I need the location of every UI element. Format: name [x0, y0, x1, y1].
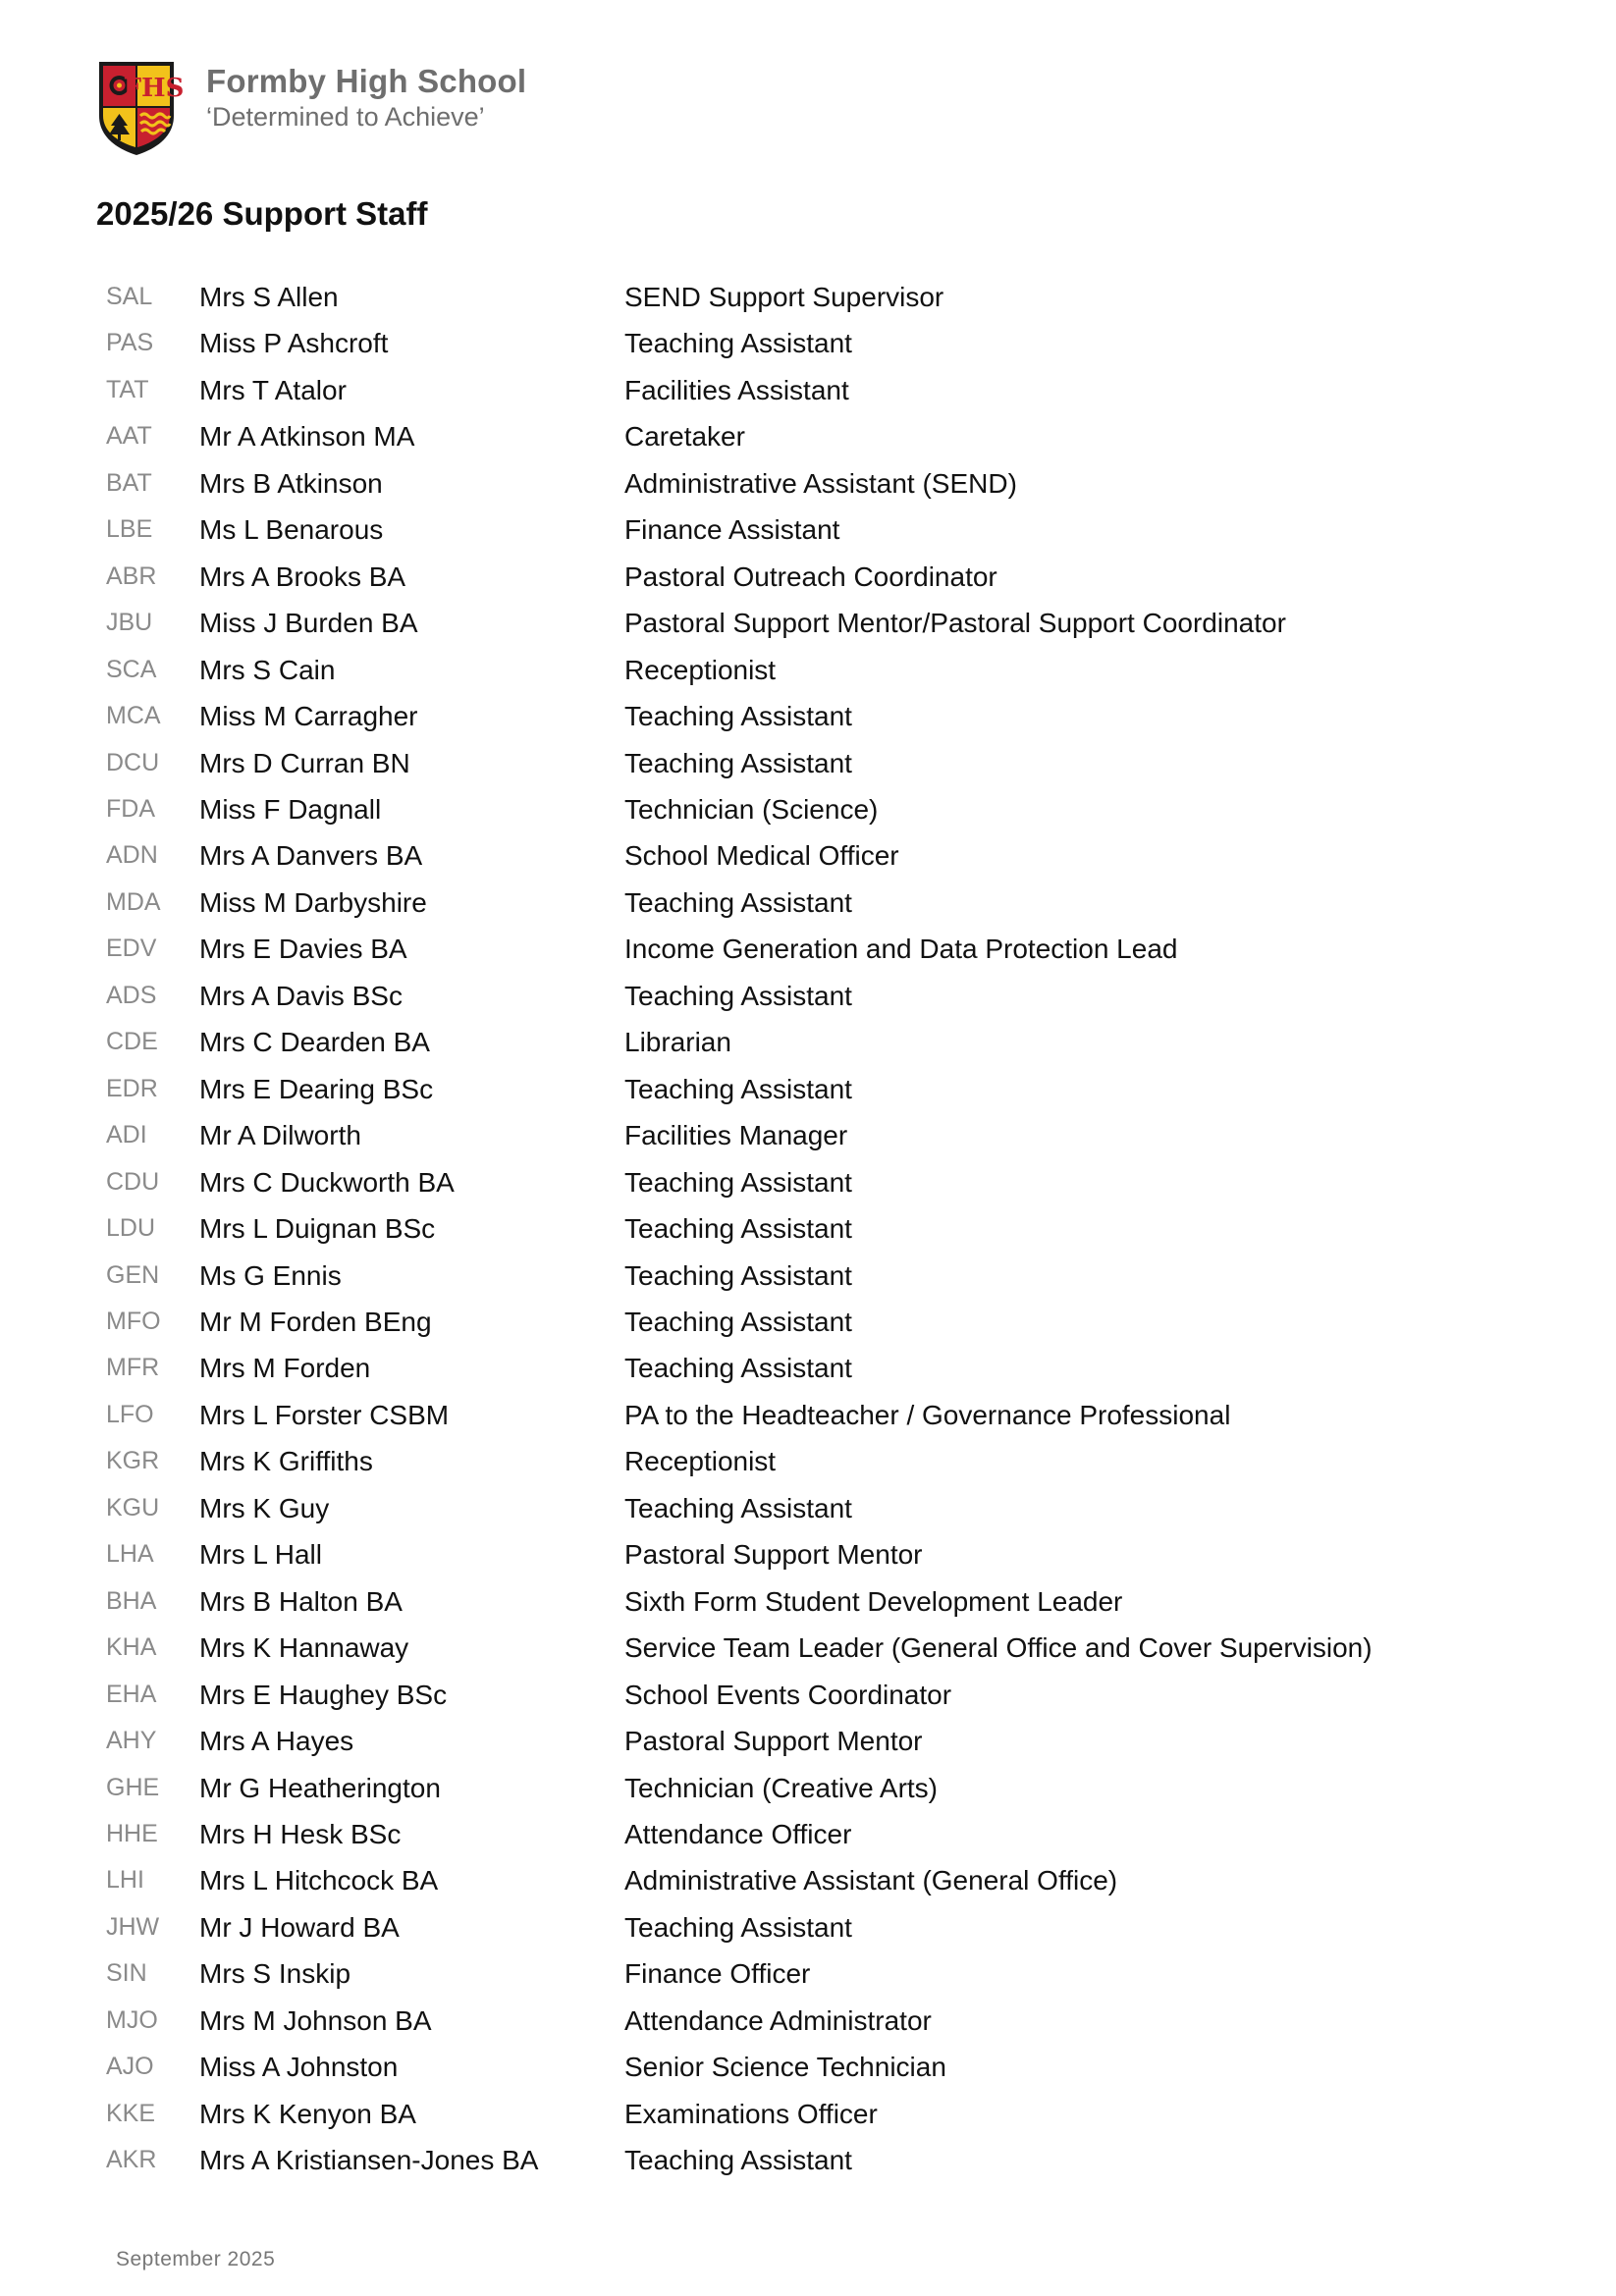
staff-role: Librarian — [624, 1027, 731, 1058]
document-header — [96, 59, 526, 157]
staff-name: Mrs B Halton BA — [199, 1585, 403, 1617]
staff-row — [0, 460, 1616, 507]
staff-row — [0, 926, 1616, 972]
staff-role: Teaching Assistant — [624, 1213, 852, 1245]
staff-code: TAT — [106, 375, 149, 403]
staff-list — [0, 274, 1616, 2184]
staff-role: Administrative Assistant (General Office) — [624, 1865, 1118, 1896]
staff-role: Technician (Science) — [624, 793, 879, 825]
staff-code: MDA — [106, 887, 161, 916]
staff-role: Teaching Assistant — [624, 980, 852, 1011]
staff-code: GEN — [106, 1260, 160, 1289]
staff-row — [0, 1904, 1616, 1950]
staff-row — [0, 413, 1616, 459]
staff-code: MFO — [106, 1307, 161, 1335]
staff-role: Attendance Officer — [624, 1818, 852, 1849]
staff-code: JHW — [106, 1912, 160, 1941]
school-motto: ‘Determined to Achieve’ — [206, 102, 485, 132]
staff-row — [0, 1718, 1616, 1764]
staff-name: Mr A Atkinson MA — [199, 421, 415, 453]
staff-row — [0, 1625, 1616, 1671]
staff-code: CDE — [106, 1028, 158, 1056]
staff-name: Miss J Burden BA — [199, 608, 418, 639]
staff-role: Sixth Form Student Development Leader — [624, 1585, 1123, 1617]
staff-role: Teaching Assistant — [624, 701, 852, 732]
document-footer-date: September 2025 — [116, 2248, 276, 2270]
staff-role: Examinations Officer — [624, 2098, 878, 2129]
staff-code: SAL — [106, 283, 153, 310]
staff-name: Miss M Darbyshire — [199, 886, 427, 918]
staff-name: Mrs L Hall — [199, 1539, 322, 1571]
staff-code: BHA — [106, 1586, 157, 1615]
staff-name: Ms G Ennis — [199, 1259, 342, 1291]
staff-code: AJO — [106, 2053, 154, 2081]
staff-row — [0, 693, 1616, 739]
staff-name: Mr G Heatherington — [199, 1772, 441, 1803]
staff-role: Facilities Assistant — [624, 374, 849, 405]
staff-row — [0, 1345, 1616, 1391]
staff-code: LFO — [106, 1400, 154, 1428]
staff-code: MCA — [106, 702, 161, 730]
staff-role: Teaching Assistant — [624, 1073, 852, 1104]
staff-row — [0, 1299, 1616, 1345]
staff-role: Pastoral Support Mentor/Pastoral Support Coordinator — [624, 608, 1286, 639]
staff-code: AAT — [106, 422, 152, 451]
staff-name: Mrs S Allen — [199, 282, 339, 312]
staff-row — [0, 554, 1616, 600]
staff-role: Finance Assistant — [624, 514, 840, 546]
staff-name: Mrs L Duignan BSc — [199, 1213, 436, 1245]
staff-role: Service Team Leader (General Office and Cover Supervision) — [624, 1632, 1373, 1664]
staff-name: Mrs M Forden — [199, 1353, 371, 1384]
staff-role: PA to the Headteacher / Governance Professional — [624, 1399, 1231, 1430]
staff-code: EDR — [106, 1074, 158, 1102]
staff-role: Teaching Assistant — [624, 747, 852, 778]
staff-code: KHA — [106, 1633, 157, 1662]
staff-row — [0, 1950, 1616, 1997]
staff-name: Mrs E Haughey BSc — [199, 1679, 448, 1710]
staff-row — [0, 1438, 1616, 1484]
staff-code: PAS — [106, 329, 154, 357]
staff-role: Teaching Assistant — [624, 1166, 852, 1198]
staff-name: Mrs H Hesk BSc — [199, 1818, 402, 1849]
school-title-block — [206, 61, 526, 132]
staff-row — [0, 973, 1616, 1019]
staff-name: Mrs L Forster CSBM — [199, 1399, 450, 1430]
staff-name: Mrs K Hannaway — [199, 1632, 409, 1664]
staff-code: FDA — [106, 794, 155, 823]
staff-role: SEND Support Supervisor — [624, 282, 944, 312]
staff-name: Mrs K Guy — [199, 1492, 330, 1523]
staff-code: ADI — [106, 1121, 147, 1149]
page-title: 2025/26 Support Staff — [96, 195, 428, 232]
staff-row — [0, 1998, 1616, 2044]
staff-name: Miss A Johnston — [199, 2052, 399, 2083]
staff-code: KKE — [106, 2099, 156, 2127]
staff-role: Receptionist — [624, 654, 777, 685]
staff-name: Miss F Dagnall — [199, 793, 382, 825]
staff-code: KGU — [106, 1493, 160, 1522]
staff-row — [0, 1253, 1616, 1299]
staff-code: MFR — [106, 1354, 160, 1382]
staff-name: Mrs K Kenyon BA — [199, 2098, 416, 2129]
staff-row — [0, 1765, 1616, 1811]
staff-role: Teaching Assistant — [624, 1259, 852, 1291]
staff-role: Senior Science Technician — [624, 2052, 946, 2083]
staff-row — [0, 1672, 1616, 1718]
staff-role: Teaching Assistant — [624, 886, 852, 918]
staff-name: Miss P Ashcroft — [199, 328, 389, 359]
staff-row — [0, 1112, 1616, 1158]
staff-row — [0, 2137, 1616, 2183]
staff-row — [0, 1205, 1616, 1252]
staff-row — [0, 320, 1616, 366]
staff-code: ADS — [106, 981, 157, 1009]
staff-name: Mrs S Cain — [199, 654, 336, 685]
staff-code: JBU — [106, 609, 153, 637]
staff-name: Mr A Dilworth — [199, 1120, 361, 1151]
staff-code: GHE — [106, 1773, 160, 1801]
staff-role: Teaching Assistant — [624, 1353, 852, 1384]
staff-name: Mrs A Hayes — [199, 1726, 354, 1757]
staff-name: Mrs A Davis BSc — [199, 980, 403, 1011]
staff-code: CDU — [106, 1167, 160, 1196]
staff-row — [0, 367, 1616, 413]
staff-row — [0, 1159, 1616, 1205]
staff-name: Mrs A Brooks BA — [199, 561, 406, 592]
staff-row — [0, 2091, 1616, 2137]
staff-code: DCU — [106, 748, 160, 776]
staff-name: Mrs L Hitchcock BA — [199, 1865, 439, 1896]
staff-name: Mrs M Johnson BA — [199, 2004, 432, 2036]
staff-role: Pastoral Support Mentor — [624, 1539, 923, 1571]
staff-row — [0, 2044, 1616, 2090]
school-name: Formby High School — [206, 63, 527, 99]
staff-row — [0, 1485, 1616, 1531]
staff-code: AKR — [106, 2146, 157, 2174]
staff-role: Technician (Creative Arts) — [624, 1772, 939, 1803]
staff-row — [0, 600, 1616, 646]
staff-role: Facilities Manager — [624, 1120, 848, 1151]
school-crest-logo — [96, 59, 185, 157]
staff-row — [0, 832, 1616, 879]
staff-role: Receptionist — [624, 1446, 777, 1477]
staff-row — [0, 1066, 1616, 1112]
staff-role: Teaching Assistant — [624, 2145, 852, 2176]
staff-code: LHI — [106, 1866, 144, 1895]
staff-name: Miss M Carragher — [199, 701, 418, 732]
staff-code: SCA — [106, 655, 157, 683]
staff-row — [0, 1531, 1616, 1577]
staff-role: Administrative Assistant (SEND) — [624, 467, 1017, 499]
staff-name: Ms L Benarous — [199, 514, 384, 546]
staff-role: Finance Officer — [624, 1958, 811, 1990]
staff-name: Mrs D Curran BN — [199, 747, 410, 778]
staff-role: Caretaker — [624, 421, 745, 453]
staff-code: BAT — [106, 468, 152, 497]
staff-role: School Events Coordinator — [624, 1679, 952, 1710]
staff-row — [0, 274, 1616, 320]
staff-role: Teaching Assistant — [624, 1911, 852, 1943]
staff-name: Mrs S Inskip — [199, 1958, 351, 1990]
staff-code: KGR — [106, 1447, 160, 1475]
staff-row — [0, 647, 1616, 693]
staff-name: Mrs A Danvers BA — [199, 840, 423, 872]
staff-name: Mrs C Duckworth BA — [199, 1166, 455, 1198]
staff-role: Teaching Assistant — [624, 328, 852, 359]
staff-name: Mrs K Griffiths — [199, 1446, 373, 1477]
staff-code: LHA — [106, 1540, 154, 1569]
staff-role: Pastoral Outreach Coordinator — [624, 561, 997, 592]
staff-row — [0, 740, 1616, 786]
staff-code: LBE — [106, 515, 153, 544]
staff-code: LDU — [106, 1214, 156, 1243]
staff-role: Income Generation and Data Protection Lead — [624, 934, 1178, 965]
staff-name: Mrs C Dearden BA — [199, 1027, 430, 1058]
staff-role: School Medical Officer — [624, 840, 899, 872]
staff-name: Mrs A Kristiansen-Jones BA — [199, 2145, 539, 2176]
staff-name: Mrs B Atkinson — [199, 467, 383, 499]
staff-name: Mrs E Davies BA — [199, 934, 407, 965]
staff-role: Teaching Assistant — [624, 1306, 852, 1337]
staff-role: Pastoral Support Mentor — [624, 1726, 923, 1757]
staff-row — [0, 1392, 1616, 1438]
staff-name: Mr M Forden BEng — [199, 1306, 432, 1337]
staff-row — [0, 1578, 1616, 1625]
staff-name: Mrs T Atalor — [199, 374, 347, 405]
staff-row — [0, 880, 1616, 926]
staff-code: EDV — [106, 934, 157, 963]
staff-row — [0, 507, 1616, 553]
staff-code: ABR — [106, 561, 157, 590]
staff-code: ADN — [106, 841, 158, 870]
staff-code: HHE — [106, 1819, 158, 1847]
staff-code: EHA — [106, 1680, 157, 1708]
crest-monogram: FHS — [123, 74, 185, 103]
staff-row — [0, 1019, 1616, 1065]
staff-code: MJO — [106, 2005, 158, 2034]
staff-role: Attendance Administrator — [624, 2004, 932, 2036]
staff-row — [0, 786, 1616, 832]
staff-role: Teaching Assistant — [624, 1492, 852, 1523]
staff-code: SIN — [106, 1959, 147, 1988]
staff-name: Mrs E Dearing BSc — [199, 1073, 434, 1104]
staff-code: AHY — [106, 1727, 157, 1755]
staff-row — [0, 1857, 1616, 1903]
staff-name: Mr J Howard BA — [199, 1911, 400, 1943]
staff-row — [0, 1811, 1616, 1857]
